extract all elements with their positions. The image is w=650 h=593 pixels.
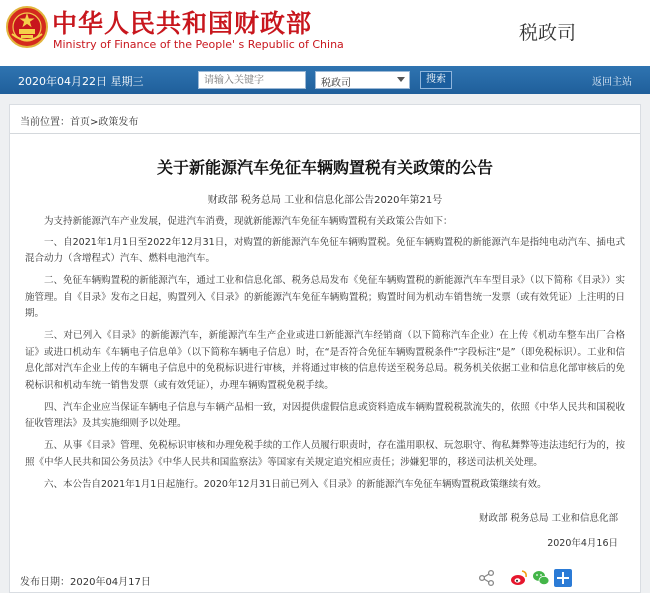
- paragraph: 六、本公告自2021年1月1日起施行。2020年12月31日前已列入《目录》的新能源汽车免征车辆购置税政策继续有效。: [44, 478, 547, 490]
- signers: 财政部 税务总局 工业和信息化部: [478, 513, 618, 524]
- paragraph: 五、从事《目录》管理、免税标识审核和办理免税手续的工作人员履行职责时，存在滥用职权、玩忽职守、徇私舞弊等违法违纪行为的，按照《中华人民共和国公务员法》《中华人民共和国监察法》等国家有关规定追究相应责任；涉嫌犯罪的，移送司法机关处理。: [25, 440, 625, 468]
- publish-date: 发布日期：2020年04月17日: [20, 577, 151, 588]
- paragraph: 三、对已列入《目录》的新能源汽车，新能源汽车生产企业或进口新能源汽车经销商（以下简称汽车企业）在上传《机动车整车出厂合格证》或进口机动车《车辆电子信息单》（以下简称车辆电子信息）时，在“是否符合免征车辆购置税条件”字段标注“是”（即免税标识）。工业和信息化部对汽车企业上传的车辆电子信息中的免税标识进行审核，并将通过审核的信息传送至税务总局。税务机关依据工业和信息化部审核后的免税标识和机动车统一销售发票（或有效凭证），办理车辆购置税免税手续。: [25, 330, 625, 391]
- content-panel: [9, 104, 641, 593]
- national-emblem-icon: [6, 6, 48, 48]
- site-title-english: Ministry of Finance of the People' s Republic of China: [53, 38, 344, 51]
- weibo-icon[interactable]: [510, 569, 528, 587]
- share-bar: [478, 569, 598, 589]
- current-date: 2020年04月22日 星期三: [18, 75, 144, 88]
- search-scope-value: 税政司: [321, 78, 351, 89]
- nav-bar: [0, 66, 650, 94]
- article-body: [25, 214, 625, 499]
- site-header: [0, 0, 650, 66]
- search-input[interactable]: [198, 71, 306, 89]
- department-name: 税政司: [519, 22, 577, 44]
- site-title[interactable]: 中华人民共和国财政部: [52, 9, 313, 38]
- breadcrumb-section[interactable]: 政策发布: [98, 117, 139, 128]
- breadcrumb-home[interactable]: 首页: [70, 117, 90, 128]
- wechat-icon[interactable]: [532, 569, 550, 587]
- breadcrumb: [20, 113, 138, 128]
- paragraph: 一、自2021年1月1日至2022年12月31日，对购置的新能源汽车免征车辆购置税。免征车辆购置税的新能源汽车是指纯电动汽车、插电式混合动力（含增程式）汽车、燃料电池汽车。: [25, 236, 625, 264]
- paragraph: 为支持新能源汽车产业发展，促进汽车消费，现就新能源汽车免征车辆购置税有关政策公告如下：: [44, 216, 453, 227]
- chevron-down-icon: [397, 77, 405, 82]
- plus-icon[interactable]: [554, 569, 572, 587]
- paragraph: 四、汽车企业应当保证车辆电子信息与车辆产品相一致，对因提供虚假信息或资料造成车辆购置税税款流失的，依照《中华人民共和国税收征收管理法》及其实施细则予以处理。: [25, 401, 625, 429]
- breadcrumb-separator: >: [90, 117, 99, 128]
- search-button[interactable]: 搜索: [420, 71, 452, 89]
- divider: [10, 133, 640, 134]
- search-scope-select[interactable]: [315, 71, 410, 89]
- return-home-link[interactable]: 返回主站: [592, 77, 632, 88]
- sign-date: 2020年4月16日: [547, 538, 618, 549]
- paragraph: 二、免征车辆购置税的新能源汽车，通过工业和信息化部、税务总局发布《免征车辆购置税的新能源汽车车型目录》（以下简称《目录》）实施管理。自《目录》发布之日起，购置列入《目录》的新能源汽车免征车辆购置税；购置时间为机动车销售统一发票（或有效凭证）上注明的日期。: [25, 275, 625, 319]
- breadcrumb-prefix: 当前位置：: [20, 117, 70, 128]
- share-icon[interactable]: [478, 569, 496, 587]
- document-number: 财政部 税务总局 工业和信息化部公告2020年第21号: [207, 195, 443, 206]
- article-title: 关于新能源汽车免征车辆购置税有关政策的公告: [156, 158, 493, 177]
